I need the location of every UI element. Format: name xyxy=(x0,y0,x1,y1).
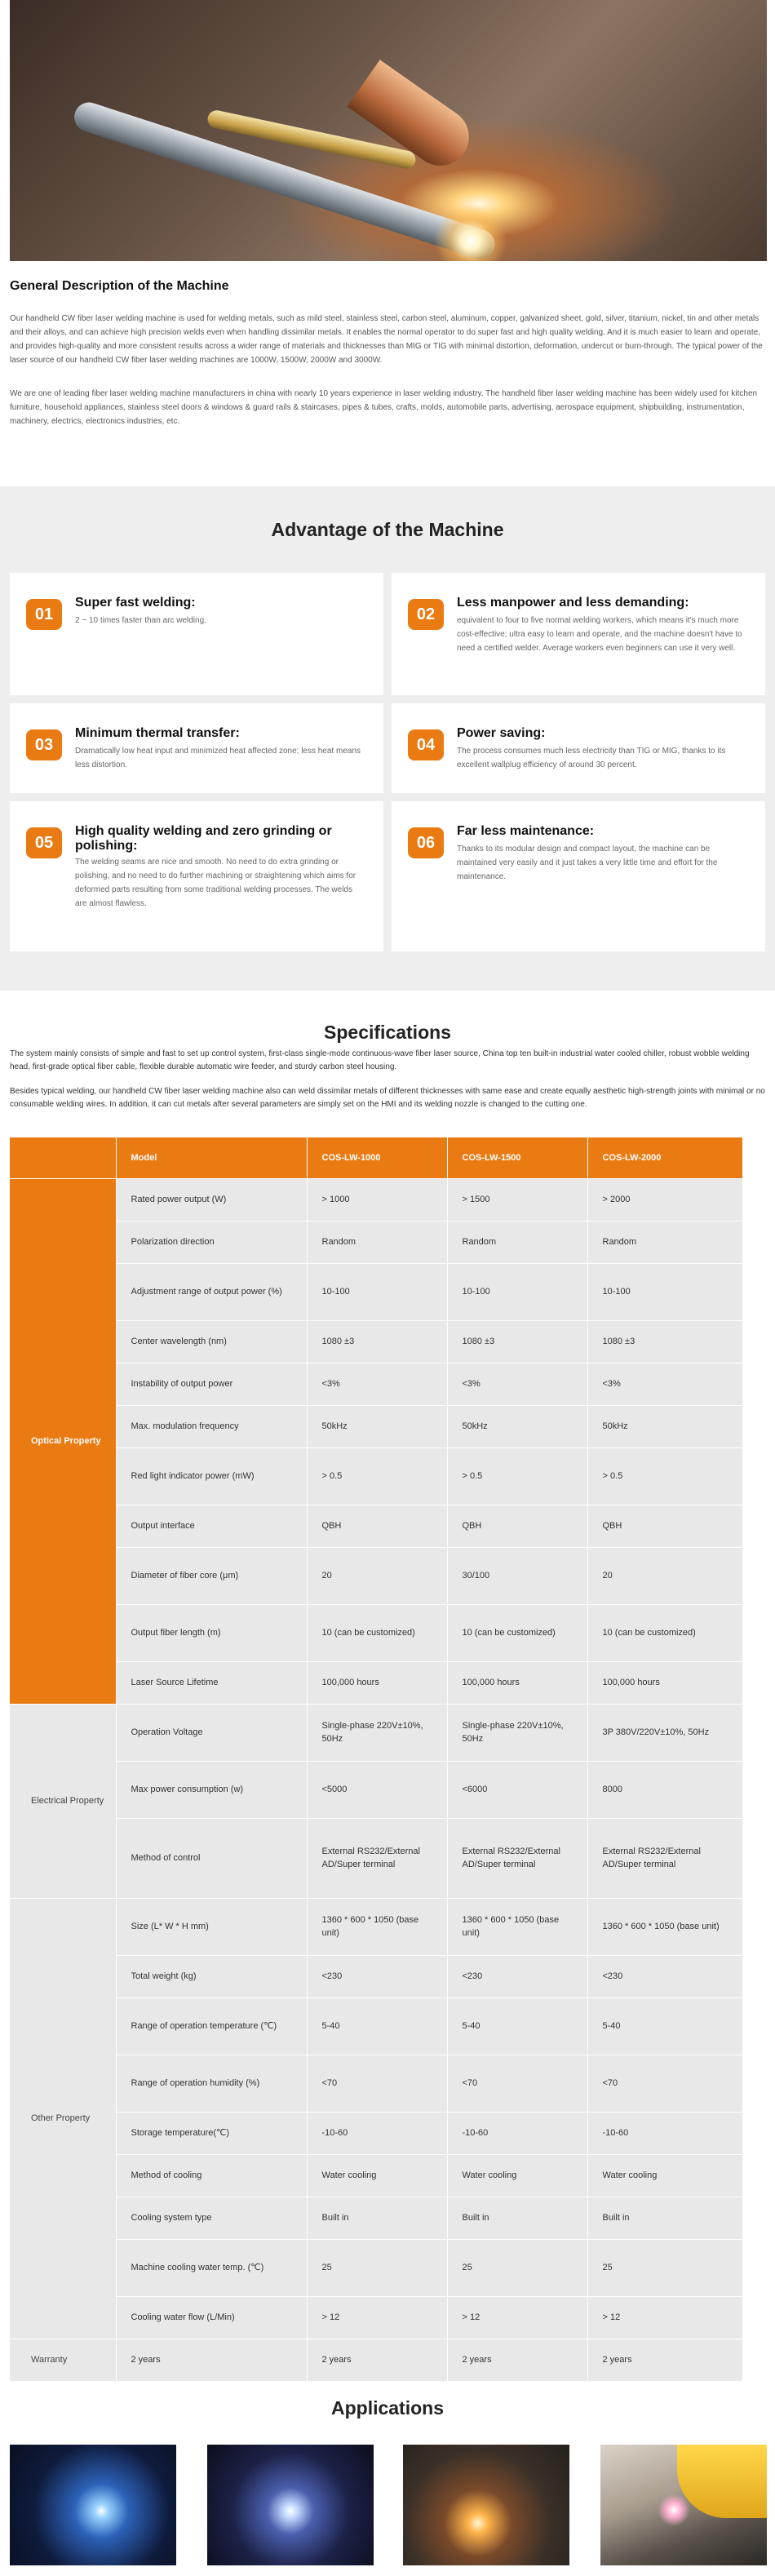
hero-image xyxy=(10,0,767,261)
row-value: Single-phase 220V±10%, 50Hz xyxy=(447,1704,587,1761)
specifications-table xyxy=(10,1137,743,2382)
table-row xyxy=(10,2197,742,2239)
group-other-property: Other Property xyxy=(10,1898,116,2339)
advantage-card xyxy=(10,703,383,793)
row-value: Random xyxy=(447,1221,587,1263)
advantage-number: 03 xyxy=(26,729,62,760)
row-value: 5-40 xyxy=(587,1997,742,2055)
row-value: 2 years xyxy=(587,2339,742,2381)
table-row xyxy=(10,1604,742,1661)
welding-spark xyxy=(434,204,507,261)
row-value: 10 (can be customized) xyxy=(307,1604,447,1661)
advantage-title: Less manpower and less demanding: xyxy=(457,596,689,610)
advantage-text: equivalent to four to five normal welding workers, which means it's much more cost-effective; ultra easy to learn and operate, and the machine doesn't have to need a certified welder. Average workers even beginners can use it very well. xyxy=(457,616,742,653)
advantages-section xyxy=(0,486,775,991)
row-value: QBH xyxy=(587,1505,742,1547)
row-value: Water cooling xyxy=(587,2154,742,2197)
row-value: External RS232/External AD/Super terminal xyxy=(447,1818,587,1898)
table-row xyxy=(10,2055,742,2112)
row-value: 3P 380V/220V±10%, 50Hz xyxy=(587,1704,742,1761)
table-header-model-3: COS-LW-2000 xyxy=(587,1137,742,1178)
row-value: > 12 xyxy=(307,2296,447,2339)
row-label: Max. modulation frequency xyxy=(116,1405,307,1448)
advantage-card xyxy=(392,573,765,695)
row-value: QBH xyxy=(447,1505,587,1547)
row-value: 10-100 xyxy=(587,1263,742,1320)
specifications-intro-2: Besides typical welding, our handheld CW fiber laser welding machine also can weld dissimilar metals of different thicknesses with same ease and create equally aesthetic high-strength joints with minimal or no consumable welding wires. In addition, it can cut metals after several parameters are simply set on the HMI and its welding nozzle is changed to the cutting one. xyxy=(10,1087,765,1109)
row-value: 10-100 xyxy=(447,1263,587,1320)
row-value: 1080 ±3 xyxy=(447,1320,587,1363)
table-header-model-2: COS-LW-1500 xyxy=(447,1137,587,1178)
advantage-title: Super fast welding: xyxy=(75,596,196,610)
table-header-row xyxy=(10,1137,742,1178)
row-value: 25 xyxy=(587,2239,742,2296)
description-paragraph-1: Our handheld CW fiber laser welding machine is used for welding metals, such as mild steel, stainless steel, carbon steel, aluminum, copper, galvanized sheet, gold, silver, titanium, nickel, tin and other metals and their alloys, and can achieve high precision welds even when handling dissimilar metals. It enables the normal operator to do super fast and high quality welding. And it is much easier to learn and operate, and provides high-quality and more consistent results across a wider range of materials and thicknesses than MIG or TIG with minimal distortion, deformation, undercut or burn-through. The typical power of the laser source of our handheld CW fiber laser welding machines are 1000W, 1500W, 2000W and 3000W. xyxy=(10,314,763,365)
row-value: <230 xyxy=(447,1955,587,1997)
advantage-card xyxy=(392,703,765,793)
row-label: Output interface xyxy=(116,1505,307,1547)
row-label: Size (L* W * H mm) xyxy=(116,1898,307,1955)
row-value: 20 xyxy=(307,1547,447,1604)
table-row xyxy=(10,1761,742,1818)
row-value: <3% xyxy=(587,1363,742,1405)
row-value: > 0.5 xyxy=(587,1448,742,1505)
row-value: 1360 * 600 * 1050 (base unit) xyxy=(587,1898,742,1955)
row-value: > 12 xyxy=(447,2296,587,2339)
weld-glow xyxy=(658,2494,690,2526)
application-image xyxy=(403,2445,569,2565)
specifications-title: Specifications xyxy=(324,1022,451,1043)
advantage-text: Thanks to its modular design and compact layout, the machine can be maintained very easily and it just takes a very little time and effort for the maintenance. xyxy=(457,845,718,881)
table-row xyxy=(10,1363,742,1405)
row-value: 100,000 hours xyxy=(447,1661,587,1704)
advantage-text: 2 ~ 10 times faster than arc welding. xyxy=(75,616,206,625)
description-paragraph-2: We are one of leading fiber laser welding machine manufacturers in china with nearly 10 years experience in laser welding industry. The handheld fiber laser welding machine has been widely used for kitchen furniture, household appliances, stainless steel doors & windows & guard rails & staircases, pipes & tubes, crafts, molds, automobile parts, advertising, aerospace equipment, shipbuilding, instrumentation, machinery, electrics, electronics industries, etc. xyxy=(10,389,758,426)
row-label: 2 years xyxy=(116,2339,307,2381)
advantage-number: 04 xyxy=(408,729,444,760)
row-value: Water cooling xyxy=(447,2154,587,2197)
application-image xyxy=(207,2445,374,2565)
row-value: 20 xyxy=(587,1547,742,1604)
row-value: <5000 xyxy=(307,1761,447,1818)
row-value: <70 xyxy=(587,2055,742,2112)
row-value: External RS232/External AD/Super terminal xyxy=(307,1818,447,1898)
table-row xyxy=(10,1448,742,1505)
advantage-number: 06 xyxy=(408,827,444,858)
advantage-text: The process consumes much less electricity than TIG or MIG, thanks to its excellent wallplug efficiency of around 30 percent. xyxy=(457,747,726,769)
row-value: > 2000 xyxy=(587,1178,742,1221)
description-title: General Description of the Machine xyxy=(10,279,229,293)
applications-title: Applications xyxy=(330,2397,444,2419)
row-value: 30/100 xyxy=(447,1547,587,1604)
row-value: <70 xyxy=(447,2055,587,2112)
row-value: > 1000 xyxy=(307,1178,447,1221)
row-value: Random xyxy=(307,1221,447,1263)
row-label: Storage temperature(℃) xyxy=(116,2112,307,2154)
row-value: 1360 * 600 * 1050 (base unit) xyxy=(447,1898,587,1955)
table-row xyxy=(10,1955,742,1997)
row-value: -10-60 xyxy=(307,2112,447,2154)
row-value: > 0.5 xyxy=(447,1448,587,1505)
advantage-card xyxy=(10,573,383,695)
row-label: Center wavelength (nm) xyxy=(116,1320,307,1363)
advantage-number: 02 xyxy=(408,599,444,630)
row-value: 50kHz xyxy=(307,1405,447,1448)
table-row xyxy=(10,1997,742,2055)
table-row xyxy=(10,1547,742,1604)
advantage-text: The welding seams are nice and smooth. No need to do extra grinding or polishing, and no need to do further machining or straightening which aims for deformed parts resulting from some traditional welding processes. The welds are almost flawless. xyxy=(75,858,356,908)
row-value: 2 years xyxy=(447,2339,587,2381)
row-label: Adjustment range of output power (%) xyxy=(116,1263,307,1320)
row-value: <6000 xyxy=(447,1761,587,1818)
row-value: > 12 xyxy=(587,2296,742,2339)
row-value: <230 xyxy=(587,1955,742,1997)
row-value: <230 xyxy=(307,1955,447,1997)
row-value: Water cooling xyxy=(307,2154,447,2197)
row-label: Output fiber length (m) xyxy=(116,1604,307,1661)
advantage-number: 05 xyxy=(26,827,62,858)
row-label: Operation Voltage xyxy=(116,1704,307,1761)
table-row xyxy=(10,1221,742,1263)
row-value: 25 xyxy=(447,2239,587,2296)
row-label: Red light indicator power (mW) xyxy=(116,1448,307,1505)
row-value: 5-40 xyxy=(307,1997,447,2055)
table-header-corner xyxy=(10,1137,116,1178)
table-row xyxy=(10,2112,742,2154)
group-optical-property: Optical Property xyxy=(10,1178,116,1704)
row-label: Range of operation humidity (%) xyxy=(116,2055,307,2112)
row-value: > 0.5 xyxy=(307,1448,447,1505)
group-warranty: Warranty xyxy=(10,2339,116,2381)
row-label: Cooling system type xyxy=(116,2197,307,2239)
row-label: Rated power output (W) xyxy=(116,1178,307,1221)
advantage-title: Power saving: xyxy=(457,726,546,740)
row-value: Built in xyxy=(307,2197,447,2239)
glove-shape xyxy=(677,2445,767,2518)
table-row xyxy=(10,1320,742,1363)
row-value: 10-100 xyxy=(307,1263,447,1320)
advantage-title: Far less maintenance: xyxy=(457,824,595,838)
advantage-card xyxy=(10,801,383,951)
row-value: 50kHz xyxy=(447,1405,587,1448)
application-image xyxy=(10,2445,176,2565)
row-value: 5-40 xyxy=(447,1997,587,2055)
row-label: Method of cooling xyxy=(116,2154,307,2197)
row-value: > 1500 xyxy=(447,1178,587,1221)
advantage-title: High quality welding and zero grinding or polishing: xyxy=(75,824,332,853)
specifications-intro xyxy=(10,1048,765,1123)
row-value: 8000 xyxy=(587,1761,742,1818)
table-row xyxy=(10,1405,742,1448)
table-row xyxy=(10,1505,742,1547)
advantages-title: Advantage of the Machine xyxy=(271,519,504,540)
table-row xyxy=(10,2296,742,2339)
table-row xyxy=(10,1661,742,1704)
row-value: 1080 ±3 xyxy=(587,1320,742,1363)
row-value: 50kHz xyxy=(587,1405,742,1448)
advantage-number: 01 xyxy=(26,599,62,630)
table-header-model: Model xyxy=(116,1137,307,1178)
advantage-title: Minimum thermal transfer: xyxy=(75,726,240,740)
row-label: Polarization direction xyxy=(116,1221,307,1263)
row-label: Method of control xyxy=(116,1818,307,1898)
row-value: 100,000 hours xyxy=(587,1661,742,1704)
row-value: -10-60 xyxy=(587,2112,742,2154)
table-row-warranty xyxy=(10,2339,742,2381)
row-value: -10-60 xyxy=(447,2112,587,2154)
row-value: 1080 ±3 xyxy=(307,1320,447,1363)
row-value: Single-phase 220V±10%, 50Hz xyxy=(307,1704,447,1761)
row-value: Built in xyxy=(447,2197,587,2239)
table-row xyxy=(10,1898,742,1955)
table-row xyxy=(10,1178,742,1221)
row-value: QBH xyxy=(307,1505,447,1547)
table-row xyxy=(10,2154,742,2197)
row-label: Cooling water flow (L/Min) xyxy=(116,2296,307,2339)
row-value: 10 (can be customized) xyxy=(447,1604,587,1661)
row-label: Diameter of fiber core (μm) xyxy=(116,1547,307,1604)
group-electrical-property: Electrical Property xyxy=(10,1704,116,1898)
description-section xyxy=(10,279,765,448)
row-label: Max power consumption (w) xyxy=(116,1761,307,1818)
row-value: <3% xyxy=(447,1363,587,1405)
table-row xyxy=(10,1704,742,1761)
table-header-model-1: COS-LW-1000 xyxy=(307,1137,447,1178)
row-value: <70 xyxy=(307,2055,447,2112)
table-row xyxy=(10,2239,742,2296)
application-image xyxy=(600,2445,767,2565)
row-value: <3% xyxy=(307,1363,447,1405)
row-label: Range of operation temperature (℃) xyxy=(116,1997,307,2055)
row-label: Total weight (kg) xyxy=(116,1955,307,1997)
row-value: 100,000 hours xyxy=(307,1661,447,1704)
row-value: 1360 * 600 * 1050 (base unit) xyxy=(307,1898,447,1955)
table-row xyxy=(10,1263,742,1320)
row-value: 2 years xyxy=(307,2339,447,2381)
row-label: Instability of output power xyxy=(116,1363,307,1405)
table-row xyxy=(10,1818,742,1898)
row-value: 10 (can be customized) xyxy=(587,1604,742,1661)
row-label: Laser Source Lifetime xyxy=(116,1661,307,1704)
advantage-card xyxy=(392,801,765,951)
row-value: 25 xyxy=(307,2239,447,2296)
specifications-intro-1: The system mainly consists of simple and fast to set up control system, first-class single-mode continuous-wave fiber laser source, China top ten built-in industrial water cooled chiller, robust wobble welding head, first-grade optical fiber cable, flexible durable automatic wire feeder, and sturdy carbon steel housing. xyxy=(10,1049,750,1071)
row-label: Machine cooling water temp. (℃) xyxy=(116,2239,307,2296)
row-value: Built in xyxy=(587,2197,742,2239)
row-value: External RS232/External AD/Super terminal xyxy=(587,1818,742,1898)
row-value: Random xyxy=(587,1221,742,1263)
advantage-text: Dramatically low heat input and minimized heat affected zone; less heat means less distortion. xyxy=(75,747,361,769)
